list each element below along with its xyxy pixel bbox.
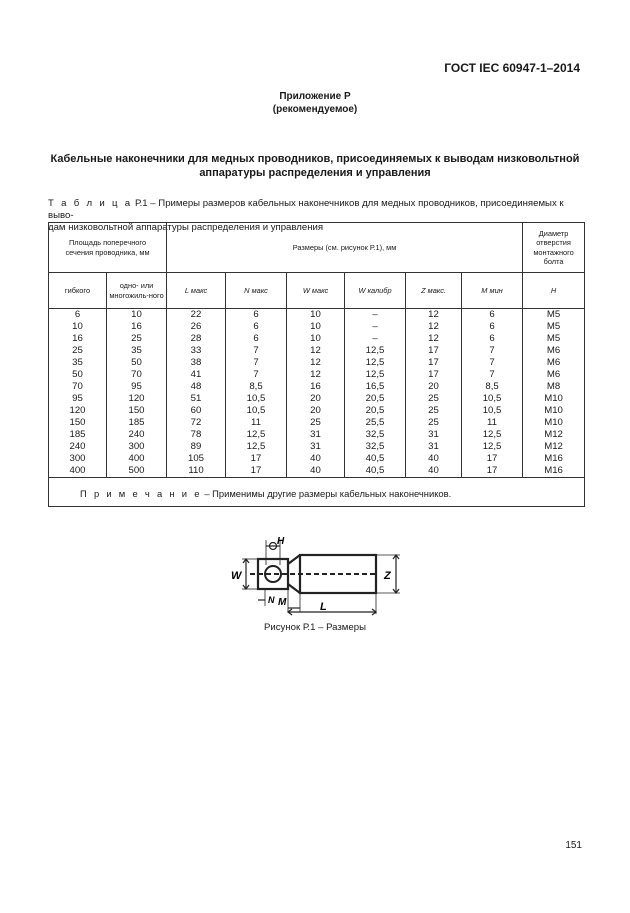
table-note-text: – Применимы другие размеры кабельных наконечников.: [201, 488, 452, 499]
table-cell: 10: [287, 321, 345, 333]
table-cell: 12,5: [462, 429, 523, 441]
table-cell: 16: [287, 381, 345, 393]
table-cell: 40,5: [345, 465, 406, 478]
table-cell: 31: [406, 441, 462, 453]
table-caption-text: Р.1 – Примеры размеров кабельных наконечников для медных проводников, присоединяемых к выво-: [48, 198, 564, 221]
table-cell: 500: [107, 465, 167, 478]
table-cell: 110: [167, 465, 226, 478]
section-title-line-2: аппаратуры распределения и управления: [199, 167, 431, 179]
table-row: [49, 381, 585, 393]
table-cell: 12: [287, 369, 345, 381]
table-cell: 120: [107, 393, 167, 405]
table-cell: –: [345, 309, 406, 322]
section-title-line-1: Кабельные наконечники для медных проводников, присоединяемых к выводам низковольтной: [50, 153, 580, 165]
table-cell: 38: [167, 357, 226, 369]
table-cell: 10,5: [462, 393, 523, 405]
table-cell: 20: [406, 381, 462, 393]
dim-h-label: H: [277, 536, 285, 547]
table-cell: 240: [107, 429, 167, 441]
annex-subtitle: (рекомендуемое): [272, 104, 358, 115]
table-cell: 40: [287, 465, 345, 478]
table-cell: 48: [167, 381, 226, 393]
table-cell: 7: [226, 357, 287, 369]
table-cell: 17: [406, 345, 462, 357]
table-cell: 17: [462, 453, 523, 465]
table-cell: 35: [49, 357, 107, 369]
table-cell: 95: [49, 393, 107, 405]
table-cell: M5: [523, 321, 585, 333]
table-row: [49, 321, 585, 333]
table-cell: –: [345, 333, 406, 345]
table-cell: 20,5: [345, 393, 406, 405]
table-cell: 7: [462, 345, 523, 357]
subheader-m-min: M мин: [462, 273, 523, 309]
table-cell: 150: [49, 417, 107, 429]
table-cell: 60: [167, 405, 226, 417]
subheader-w-gauge: W калибр: [345, 273, 406, 309]
subheader-h: H: [523, 273, 585, 309]
subheader-flexible: гибкого: [49, 273, 107, 309]
table-cell: 10: [287, 333, 345, 345]
table-caption-prefix: Т а б л и ц а: [48, 198, 133, 209]
table-row: [49, 309, 585, 322]
table-cell: 12: [287, 357, 345, 369]
table-cell: 28: [167, 333, 226, 345]
table-cell: M16: [523, 465, 585, 478]
header-dimensions: Размеры (см. рисунок Р.1), мм: [167, 223, 523, 273]
table-cell: 17: [226, 453, 287, 465]
table-cell: 300: [107, 441, 167, 453]
table-row: [49, 393, 585, 405]
table-cell: 150: [107, 405, 167, 417]
table-cell: 25: [49, 345, 107, 357]
subheader-solid-stranded: одно- или многожиль-ного: [107, 273, 167, 309]
lug-dimensions-figure: [228, 534, 408, 621]
table-cell: 35: [107, 345, 167, 357]
table-cell: 105: [167, 453, 226, 465]
table-cell: 6: [226, 333, 287, 345]
table-cell: –: [345, 321, 406, 333]
table-cell: 12,5: [345, 357, 406, 369]
table-cell: 240: [49, 441, 107, 453]
table-cell: 26: [167, 321, 226, 333]
table-cell: M10: [523, 417, 585, 429]
table-cell: 12: [287, 345, 345, 357]
table-row: [49, 465, 585, 478]
table-cell: 50: [107, 357, 167, 369]
table-cell: 6: [462, 321, 523, 333]
table-cell: 50: [49, 369, 107, 381]
dim-w-label: W: [231, 570, 242, 582]
section-title: [40, 152, 590, 180]
table-cell: 70: [49, 381, 107, 393]
table-cell: 78: [167, 429, 226, 441]
table-body: [49, 309, 585, 478]
table-cell: 72: [167, 417, 226, 429]
table-cell: 6: [226, 321, 287, 333]
table-cell: 95: [107, 381, 167, 393]
table-cell: 12,5: [345, 369, 406, 381]
table-cell: 31: [287, 441, 345, 453]
table-cell: 25: [406, 405, 462, 417]
annex-title: Приложение Р: [279, 91, 351, 102]
table-cell: 89: [167, 441, 226, 453]
table-row: [49, 417, 585, 429]
table-cell: 40: [287, 453, 345, 465]
table-cell: 32,5: [345, 429, 406, 441]
dimensions-table-container: [48, 222, 584, 507]
table-cell: 6: [226, 309, 287, 322]
table-cell: 70: [107, 369, 167, 381]
table-cell: 400: [107, 453, 167, 465]
table-cell: 6: [462, 333, 523, 345]
table-cell: M16: [523, 453, 585, 465]
table-cell: 185: [107, 417, 167, 429]
table-row: [49, 429, 585, 441]
figure-caption: Рисунок Р.1 – Размеры: [264, 622, 366, 633]
table-cell: M5: [523, 309, 585, 322]
table-cell: 17: [406, 357, 462, 369]
annex-heading: [0, 90, 630, 116]
subheader-l-max: L макс: [167, 273, 226, 309]
table-cell: 10: [287, 309, 345, 322]
table-row: [49, 405, 585, 417]
table-row: [49, 345, 585, 357]
table-cell: 31: [406, 429, 462, 441]
table-cell: 31: [287, 429, 345, 441]
table-cell: 10,5: [462, 405, 523, 417]
dimensions-table: [48, 222, 585, 507]
table-cell: 400: [49, 465, 107, 478]
table-cell: 20: [287, 393, 345, 405]
table-cell: 17: [406, 369, 462, 381]
table-cell: 12: [406, 333, 462, 345]
table-cell: 7: [226, 345, 287, 357]
table-cell: 7: [226, 369, 287, 381]
table-cell: 12,5: [462, 441, 523, 453]
table-cell: 16,5: [345, 381, 406, 393]
table-note-prefix: П р и м е ч а н и е: [80, 488, 202, 499]
table-row: [49, 453, 585, 465]
table-cell: 185: [49, 429, 107, 441]
table-row: [49, 441, 585, 453]
table-row: [49, 333, 585, 345]
table-cell: 10,5: [226, 405, 287, 417]
table-cell: 32,5: [345, 441, 406, 453]
table-cell: M6: [523, 345, 585, 357]
table-caption-line-2: дам низковольтной аппаратуры распределения и управления: [48, 222, 324, 233]
dim-n-label: N: [268, 595, 275, 605]
table-cell: M5: [523, 333, 585, 345]
table-cell: 10: [49, 321, 107, 333]
table-cell: 7: [462, 357, 523, 369]
table-cell: 25: [406, 393, 462, 405]
table-cell: M6: [523, 369, 585, 381]
subheader-n-max: N макс: [226, 273, 287, 309]
header-conductor-area: [49, 223, 167, 273]
table-cell: 17: [462, 465, 523, 478]
table-cell: 120: [49, 405, 107, 417]
table-cell: 40: [406, 453, 462, 465]
table-cell: 8,5: [462, 381, 523, 393]
table-cell: 11: [462, 417, 523, 429]
table-cell: 40,5: [345, 453, 406, 465]
table-cell: M12: [523, 441, 585, 453]
table-cell: 10: [107, 309, 167, 322]
table-cell: 16: [49, 333, 107, 345]
subheader-w-max: W макс: [287, 273, 345, 309]
table-cell: 51: [167, 393, 226, 405]
table-cell: 12: [406, 321, 462, 333]
table-cell: 16: [107, 321, 167, 333]
table-cell: 20: [287, 405, 345, 417]
table-cell: 17: [226, 465, 287, 478]
table-cell: M10: [523, 405, 585, 417]
table-cell: 300: [49, 453, 107, 465]
table-row: [49, 357, 585, 369]
dim-z-label: Z: [384, 570, 391, 582]
table-cell: 12,5: [345, 345, 406, 357]
table-cell: 12,5: [226, 429, 287, 441]
table-cell: 11: [226, 417, 287, 429]
table-note: [49, 478, 585, 507]
table-cell: 25: [107, 333, 167, 345]
cable-lug-drawing: [228, 534, 408, 616]
table-cell: 12,5: [226, 441, 287, 453]
table-cell: 6: [462, 309, 523, 322]
standard-code: ГОСТ IEC 60947-1–2014: [444, 61, 580, 75]
table-cell: 40: [406, 465, 462, 478]
dim-l-label: L: [320, 601, 327, 613]
table-cell: 25: [287, 417, 345, 429]
table-cell: 25,5: [345, 417, 406, 429]
table-cell: M12: [523, 429, 585, 441]
table-cell: 8,5: [226, 381, 287, 393]
table-cell: 41: [167, 369, 226, 381]
table-cell: 6: [49, 309, 107, 322]
table-cell: M6: [523, 357, 585, 369]
subheader-z-max: Z макс.: [406, 273, 462, 309]
header-conductor-area-text: Площадь поперечного сечения проводника, мм: [65, 238, 150, 257]
table-cell: 10,5: [226, 393, 287, 405]
table-cell: 33: [167, 345, 226, 357]
table-cell: M10: [523, 393, 585, 405]
table-row: [49, 369, 585, 381]
table-cell: 25: [406, 417, 462, 429]
table-cell: M8: [523, 381, 585, 393]
table-cell: 22: [167, 309, 226, 322]
page-number: 151: [565, 840, 582, 851]
table-cell: 20,5: [345, 405, 406, 417]
table-cell: 7: [462, 369, 523, 381]
table-cell: 12: [406, 309, 462, 322]
header-bolt-diameter: Диаметр отверстия монтажного болта: [523, 223, 585, 273]
dim-m-label: M: [278, 597, 287, 608]
